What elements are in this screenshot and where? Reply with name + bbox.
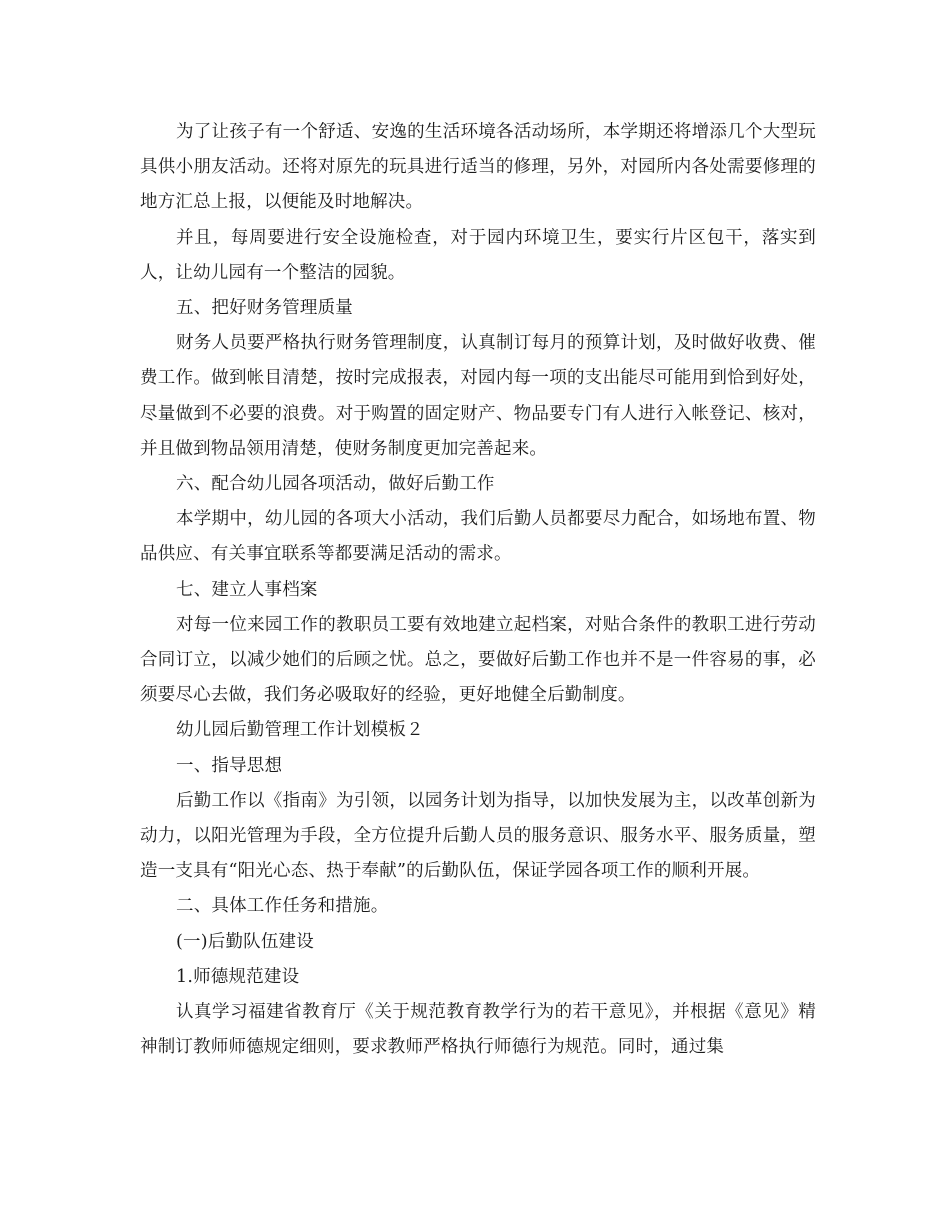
- heading-tasks-measures: 二、具体工作任务和措施。: [176, 896, 389, 917]
- heading-ethics-standards: 1.师德规范建设: [176, 966, 300, 987]
- paragraph-guiding-ideology: 后勤工作以《指南》为引领，以园务计划为指导，以加快发展为主，以改革创新为动力，以阳光管理为手段，全方位提升后勤人员的服务意识、服务水平、服务质量，塑造一支具有“阳光心态、热于奉献”的后勤队伍，保证学园各项工作的顺利开展。: [140, 790, 816, 882]
- paragraph-environment: 为了让孩子有一个舒适、安逸的生活环境各活动场所，本学期还将增添几个大型玩具供小朋友活动。还将对原先的玩具进行适当的修理，另外，对园所内各处需要修理的地方汇总上报，以便能及时地解决。: [140, 122, 816, 213]
- heading-guiding-ideology: 一、指导思想: [176, 755, 283, 776]
- paragraph-safety-inspection: 并且，每周要进行安全设施检查，对于园内环境卫生，要实行片区包干，落实到人，让幼儿园有一个整洁的园貌。: [140, 227, 816, 283]
- heading-template-2: 幼儿园后勤管理工作计划模板２: [176, 720, 424, 741]
- heading-personnel-files: 七、建立人事档案: [176, 579, 318, 600]
- paragraph-personnel-files: 对每一位来园工作的教职员工要有效地建立起档案，对贴合条件的教职工进行劳动合同订立，以减少她们的后顾之忧。总之，要做好后勤工作也并不是一件容易的事，必须要尽心去做，我们务必吸取好的经验，更好地健全后勤制度。: [140, 614, 816, 706]
- heading-cooperate-activities: 六、配合幼儿园各项活动，做好后勤工作: [176, 474, 495, 495]
- document-body: [140, 115, 816, 1065]
- paragraph-ethics-standards: 认真学习福建省教育厅《关于规范教育教学行为的若干意见》，并根据《意见》精神制订教师师德规定细则，要求教师严格执行师德行为规范。同时，通过集: [140, 1002, 816, 1058]
- paragraph-finance: 财务人员要严格执行财务管理制度，认真制订每月的预算计划，及时做好收费、催费工作。做到帐目清楚，按时完成报表，对园内每一项的支出能尽可能用到恰到好处，尽量做到不必要的浪费。对于购置的固定财产、物品要专门有人进行入帐登记、核对，并且做到物品领用清楚，使财务制度更加完善起来。: [140, 333, 816, 459]
- heading-finance: 五、把好财务管理质量: [176, 298, 353, 319]
- heading-team-building: (一)后勤队伍建设: [176, 931, 314, 952]
- paragraph-cooperate-activities: 本学期中，幼儿园的各项大小活动，我们后勤人员都要尽力配合，如场地布置、物品供应、有关事宜联系等都要满足活动的需求。: [140, 509, 816, 565]
